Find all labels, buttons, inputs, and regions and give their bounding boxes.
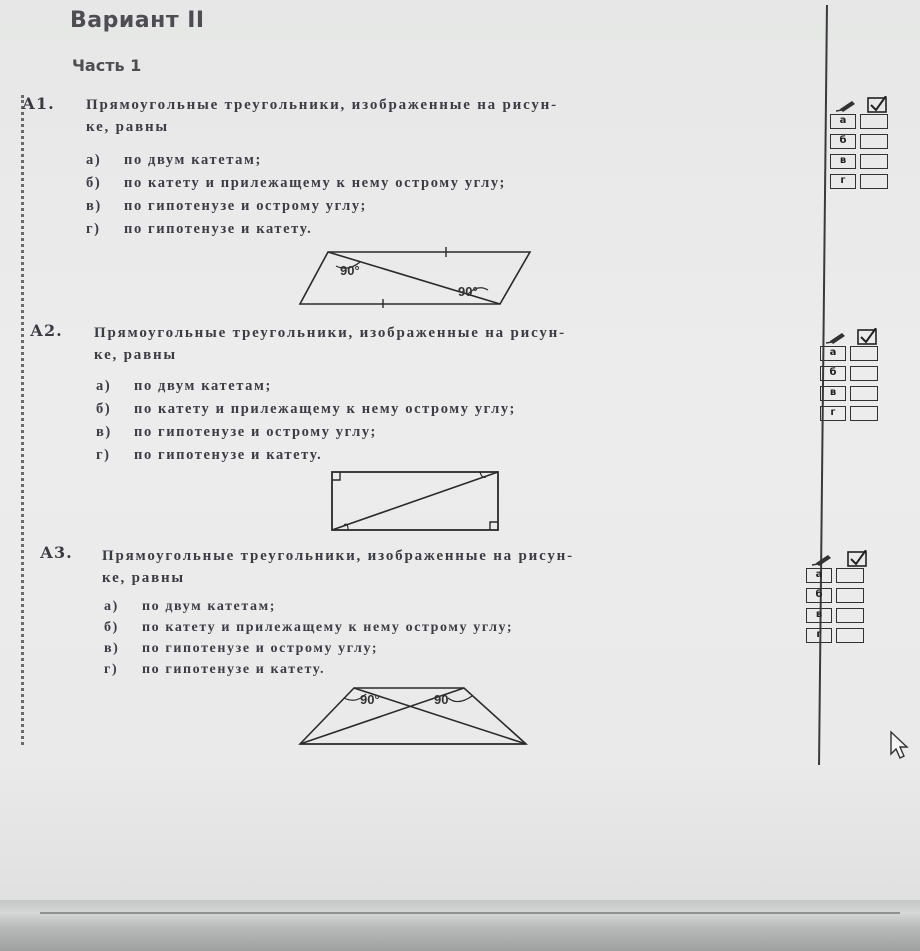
bezel-line xyxy=(40,912,900,914)
options-list xyxy=(104,596,513,680)
answer-row[interactable] xyxy=(806,608,868,625)
option-item[interactable] xyxy=(96,444,516,467)
variant-title: Вариант II xyxy=(70,8,205,33)
checkbox-checked-icon xyxy=(858,328,876,344)
answer-row[interactable] xyxy=(806,588,868,605)
option-letter: б) xyxy=(86,175,102,191)
dotted-margin-line xyxy=(21,95,24,745)
option-letter: в) xyxy=(104,641,120,656)
option-item[interactable] xyxy=(96,398,516,421)
answer-letter-box: б xyxy=(830,134,856,149)
option-item[interactable] xyxy=(104,659,513,680)
option-text: по гипотенузе и катету. xyxy=(142,662,326,677)
part-title: Часть 1 xyxy=(72,56,142,75)
answer-row[interactable] xyxy=(830,154,892,171)
answer-row[interactable] xyxy=(830,174,892,191)
answer-checkbox[interactable] xyxy=(850,366,878,381)
answer-letter-box: в xyxy=(806,608,832,623)
option-item[interactable] xyxy=(86,149,506,172)
answer-checkbox[interactable] xyxy=(836,608,864,623)
answer-row[interactable] xyxy=(820,386,882,403)
question-text-line: ке, равны xyxy=(94,347,177,363)
option-letter: г) xyxy=(86,221,101,237)
pencil-icon xyxy=(812,555,831,566)
option-text: по гипотенузе и катету. xyxy=(124,221,313,237)
answer-checkbox[interactable] xyxy=(850,406,878,421)
answer-checkbox[interactable] xyxy=(850,386,878,401)
question-text-line: Прямоугольные треугольники, изображенные на рисун- xyxy=(94,325,566,341)
option-item[interactable] xyxy=(96,375,516,398)
option-item[interactable] xyxy=(104,617,513,638)
answer-row[interactable] xyxy=(806,568,868,585)
answer-letter-box: а xyxy=(830,114,856,129)
option-text: по катету и прилежащему к нему острому углу; xyxy=(142,620,514,635)
answer-row[interactable] xyxy=(806,628,868,645)
answer-letter-box: г xyxy=(820,406,846,421)
answer-grid xyxy=(820,328,882,426)
answer-row[interactable] xyxy=(830,114,892,131)
answer-grid xyxy=(830,96,892,194)
pencil-icon xyxy=(826,333,845,344)
figure-rectangle xyxy=(330,470,502,532)
option-letter: б) xyxy=(104,620,119,635)
answer-checkbox[interactable] xyxy=(850,346,878,361)
answer-grid xyxy=(806,550,868,648)
option-text: по гипотенузе и острому углу; xyxy=(134,424,377,440)
angle-label: 90° xyxy=(360,692,380,707)
option-text: по катету и прилежащему к нему острому углу; xyxy=(134,401,516,417)
figure-crossed-triangles xyxy=(298,684,530,748)
option-item[interactable] xyxy=(96,421,516,444)
answer-row[interactable] xyxy=(820,366,882,383)
answer-checkbox[interactable] xyxy=(836,588,864,603)
option-item[interactable] xyxy=(86,172,506,195)
mouse-cursor-icon xyxy=(888,730,910,762)
answer-letter-box: а xyxy=(820,346,846,361)
question-text-line: ке, равны xyxy=(86,119,169,135)
answer-row[interactable] xyxy=(820,346,882,363)
answer-letter-box: а xyxy=(806,568,832,583)
question-text-line: Прямоугольные треугольники, изображенные на рисун- xyxy=(86,97,558,113)
pencil-icon xyxy=(836,101,855,112)
option-item[interactable] xyxy=(104,596,513,617)
answer-letter-box: г xyxy=(806,628,832,643)
option-letter: а) xyxy=(86,152,102,168)
option-text: по гипотенузе и катету. xyxy=(134,447,323,463)
monitor-bezel-edge xyxy=(0,900,920,951)
answer-grid-header xyxy=(830,96,892,114)
question-text-line: ке, равны xyxy=(102,570,185,586)
answer-letter-box: в xyxy=(820,386,846,401)
answer-checkbox[interactable] xyxy=(860,174,888,189)
answer-checkbox[interactable] xyxy=(860,114,888,129)
angle-label: 90 xyxy=(434,692,449,707)
question-text xyxy=(86,94,806,138)
question-text-line: Прямоугольные треугольники, изображенные на рисун- xyxy=(102,548,574,564)
question-text xyxy=(94,322,814,366)
angle-label: 90° xyxy=(458,284,478,299)
answer-letter-box: б xyxy=(820,366,846,381)
answer-row[interactable] xyxy=(820,406,882,423)
question-number: А1. xyxy=(22,94,55,113)
option-text: по гипотенузе и острому углу; xyxy=(124,198,367,214)
option-text: по двум катетам; xyxy=(124,152,262,168)
option-text: по двум катетам; xyxy=(142,599,277,614)
option-letter: а) xyxy=(96,378,112,394)
option-letter: в) xyxy=(96,424,112,440)
answer-checkbox[interactable] xyxy=(860,134,888,149)
answer-letter-box: в xyxy=(830,154,856,169)
answer-checkbox[interactable] xyxy=(836,628,864,643)
option-letter: а) xyxy=(104,599,119,614)
checkbox-checked-icon xyxy=(868,96,886,112)
option-item[interactable] xyxy=(86,218,506,241)
option-item[interactable] xyxy=(104,638,513,659)
checkbox-checked-icon xyxy=(848,550,866,566)
option-text: по гипотенузе и острому углу; xyxy=(142,641,379,656)
angle-label: 90° xyxy=(340,263,360,278)
option-text: по катету и прилежащему к нему острому углу; xyxy=(124,175,506,191)
option-text: по двум катетам; xyxy=(134,378,272,394)
question-number: А2. xyxy=(30,321,63,340)
option-letter: г) xyxy=(96,447,111,463)
answer-checkbox[interactable] xyxy=(860,154,888,169)
answer-grid-header xyxy=(806,550,868,568)
question-text xyxy=(102,545,822,589)
answer-checkbox[interactable] xyxy=(836,568,864,583)
option-item[interactable] xyxy=(86,195,506,218)
options-list xyxy=(96,375,516,467)
option-letter: б) xyxy=(96,401,112,417)
option-letter: г) xyxy=(104,662,119,677)
answer-letter-box: б xyxy=(806,588,832,603)
answer-row[interactable] xyxy=(830,134,892,151)
answer-letter-box: г xyxy=(830,174,856,189)
answer-grid-header xyxy=(820,328,882,346)
option-letter: в) xyxy=(86,198,102,214)
question-number: А3. xyxy=(40,543,73,562)
figure-parallelogram xyxy=(298,246,532,308)
options-list xyxy=(86,149,506,241)
